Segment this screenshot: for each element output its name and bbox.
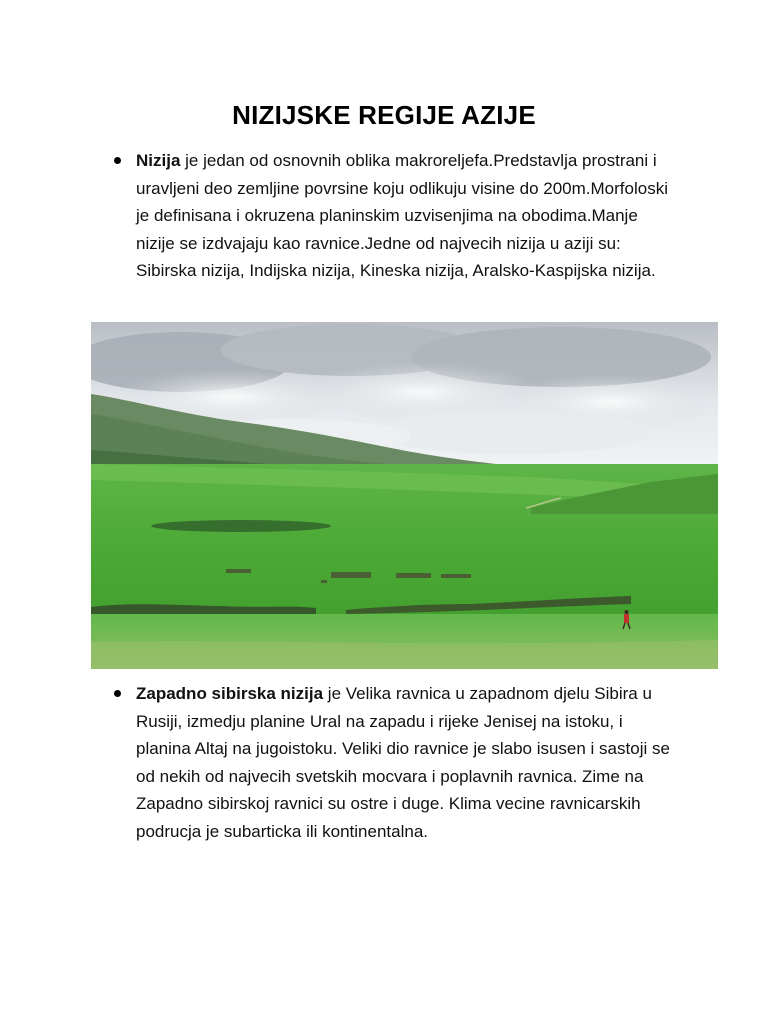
bullet-icon [114, 157, 121, 164]
bullet-body: je jedan od osnovnih oblika makroreljefa.Predstavlja prostrani i uravljeni deo zemljine povrsine koju odlikuju visine do 200m.Morfoloski je definisana i okruzena planinskim uzvisenjima na obodima.Manje nizije se izdvajaju kao ravnice.Jedne od najvecih nizija u aziji su: Sibirska nizija, Indijska nizija, Kineska nizija, Aralsko-Kaspijska nizija. [136, 151, 668, 280]
cloud-shadow [151, 520, 331, 532]
bullet-term: Nizija [136, 151, 181, 170]
bullet-paragraph [136, 680, 677, 845]
bullet-body: je Velika ravnica u zapadnom djelu Sibira u Rusiji, izmedju planine Ural na zapadu i rijeke Jenisej na istoku, i planina Altaj na jugoistoku. Veliki dio ravnice je slabo isusen i sastoji se od nekih od najvecih svetskih mocvara i poplavnih ravnica. Zime na Zapadno sibirskoj ravnici su ostre i duge. Klima vecine ravnicarskih podrucja je subarticka ili kontinentalna. [136, 684, 670, 841]
bullet-item-nizija [107, 147, 677, 285]
bullet-icon [114, 690, 121, 697]
page-title: NIZIJSKE REGIJE AZIJE [232, 100, 536, 130]
landscape-photo [91, 322, 718, 669]
bullet-paragraph [136, 147, 677, 285]
bullet-term: Zapadno sibirska nizija [136, 684, 324, 703]
bullet-item-zapadno-sibirska [107, 680, 677, 845]
